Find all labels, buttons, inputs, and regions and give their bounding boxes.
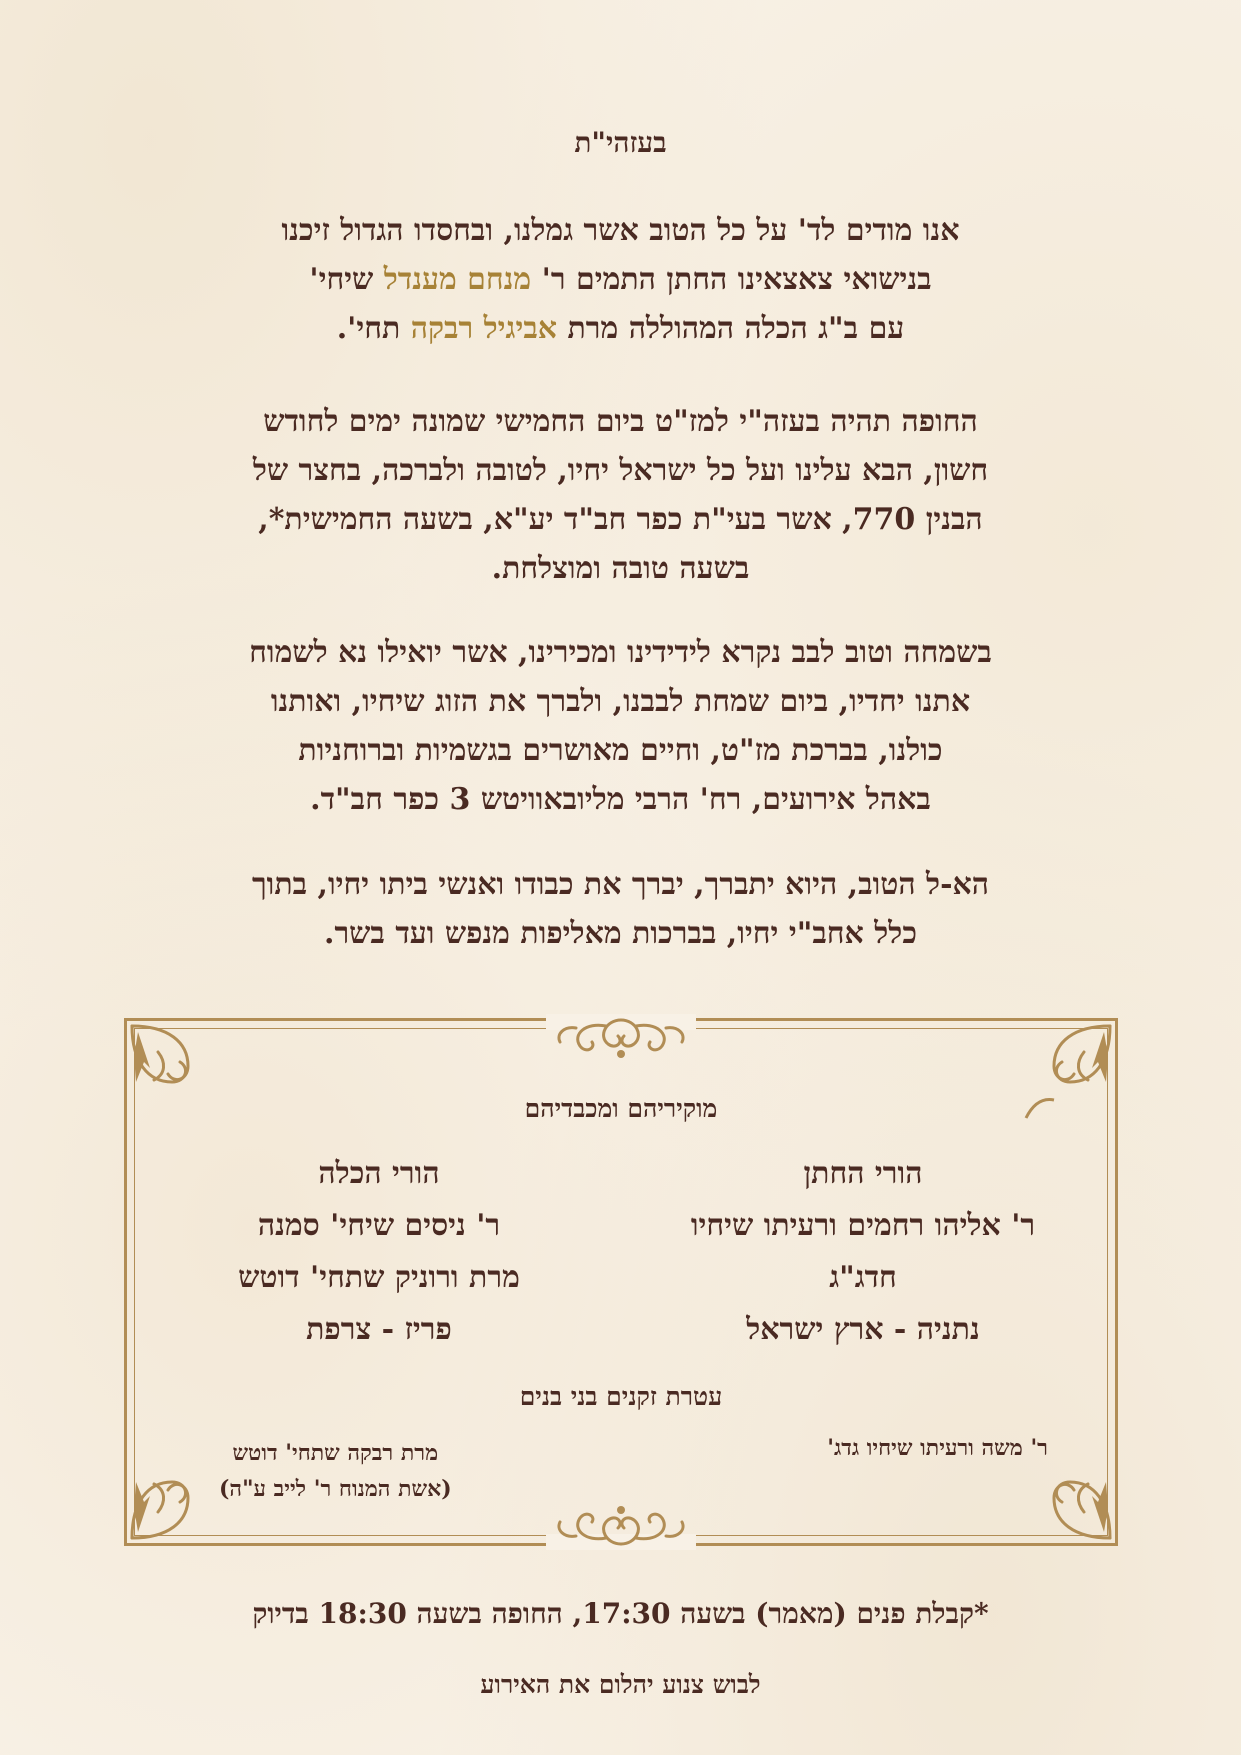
paragraph-invitation bbox=[0, 628, 1241, 824]
hosts-frame bbox=[124, 1018, 1118, 1546]
grandparent-left bbox=[219, 1435, 452, 1507]
paragraph-chuppah-details bbox=[0, 397, 1241, 593]
announcement-line-1: אנו מודים לד' על כל הטוב אשר גמלנו, ובחסדו הגדול זיכנו bbox=[281, 213, 960, 248]
groom-parents-line-3: נתניה - ארץ ישראל bbox=[746, 1312, 980, 1347]
reception-times-note: *קבלת פנים (מאמר) בשעה 17:30, החופה בשעה 18:30 בדיוק bbox=[252, 1597, 989, 1630]
chuppah-line-2: חשון, הבא עלינו ועל כל ישראל יחיו, לטובה ולברכה, בחצר של bbox=[252, 453, 989, 488]
bride-parents-column bbox=[144, 1148, 614, 1356]
groom-parents-column bbox=[628, 1148, 1098, 1356]
announcement-line-3-suffix: תחי'. bbox=[336, 311, 411, 346]
scroll-top-center-icon bbox=[546, 1014, 696, 1064]
chuppah-line-3: הבנין 770, אשר בעי"ת כפר חב"ד יע"א, בשעה החמישית*, bbox=[258, 502, 983, 537]
blessing-line-1: הא-ל הטוב, היוא יתברך, יברך את כבודו ואנשי ביתו יחיו, בתוך bbox=[251, 867, 990, 902]
bride-parents-line-2: מרת ורוניק שתחי' דוטש bbox=[238, 1260, 520, 1295]
invitation-line-2: אתנו יחדיו, ביום שמחת לבבנו, ולברך את הזוג שיחיו, ואותנו bbox=[270, 684, 971, 719]
invitation-line-4: באהל אירועים, רח' הרבי מליובאוויטש 3 כפר חב"ד. bbox=[310, 782, 931, 817]
bride-parents-heading: הורי הכלה bbox=[318, 1156, 440, 1191]
announcement-line-3 bbox=[0, 304, 1241, 353]
announcement-line-2-prefix: בנישואי צאצאינו החתן התמים ר' bbox=[531, 262, 932, 297]
announcement-line-2-suffix: שיחי' bbox=[309, 262, 384, 297]
bride-parents-line-1: ר' ניסים שיחי' סמנה bbox=[257, 1208, 501, 1243]
bride-parents-line-3: פריז - צרפת bbox=[306, 1312, 452, 1347]
chuppah-line-4: בשעה טובה ומוצלחת. bbox=[491, 551, 750, 586]
grandparent-left-line-1: מרת רבקה שתחי' דוטש bbox=[232, 1440, 439, 1466]
dress-code-note: לבוש צנוע יהלום את האירוע bbox=[480, 1670, 761, 1699]
grandparents-title: עטרת זקנים בני בנים bbox=[519, 1382, 723, 1411]
grandparent-left-line-2: (אשת המנוח ר' לייב ע"ה) bbox=[219, 1476, 452, 1502]
invitation-line-3: כולנו, בברכת מז"ט, וחיים מאושרים בגשמיות וברוחניות bbox=[298, 733, 943, 768]
invitation-line-1: בשמחה וטוב לבב נקרא לידידינו ומכירינו, אשר יואילו נא לשמוח bbox=[249, 635, 992, 670]
groom-parents-line-2: חדג"ג bbox=[829, 1260, 897, 1295]
scroll-bottom-center-icon bbox=[546, 1500, 696, 1550]
groom-parents-line-1: ר' אליהו רחמים ורעיתו שיחיו bbox=[690, 1208, 1036, 1243]
groom-parents-heading: הורי החתן bbox=[803, 1156, 923, 1191]
blessing-line-2: כלל אחב"י יחיו, בברכות מאליפות מנפש ועד בשר. bbox=[324, 916, 917, 951]
flourish-bottom-left-icon bbox=[128, 1442, 228, 1542]
header-blessing: בעזהי"ת bbox=[574, 126, 667, 159]
bride-name: אביגיל רבקה bbox=[410, 311, 558, 346]
chuppah-line-1: החופה תהיה בעזה"י למז"ט ביום החמישי שמונה ימים לחודש bbox=[263, 404, 978, 439]
groom-name: מנחם מענדל bbox=[383, 262, 532, 297]
announcement-line-2 bbox=[0, 255, 1241, 304]
paragraph-announcement bbox=[0, 206, 1241, 353]
hosts-title: מוקיריהם ומכבדיהם bbox=[524, 1094, 718, 1123]
paragraph-blessing bbox=[0, 860, 1241, 958]
announcement-line-3-prefix: עם ב"ג הכלה המהוללה מרת bbox=[557, 311, 905, 346]
grandparent-right: ר' משה ורעיתו שיחיו גדג' bbox=[827, 1435, 1048, 1461]
